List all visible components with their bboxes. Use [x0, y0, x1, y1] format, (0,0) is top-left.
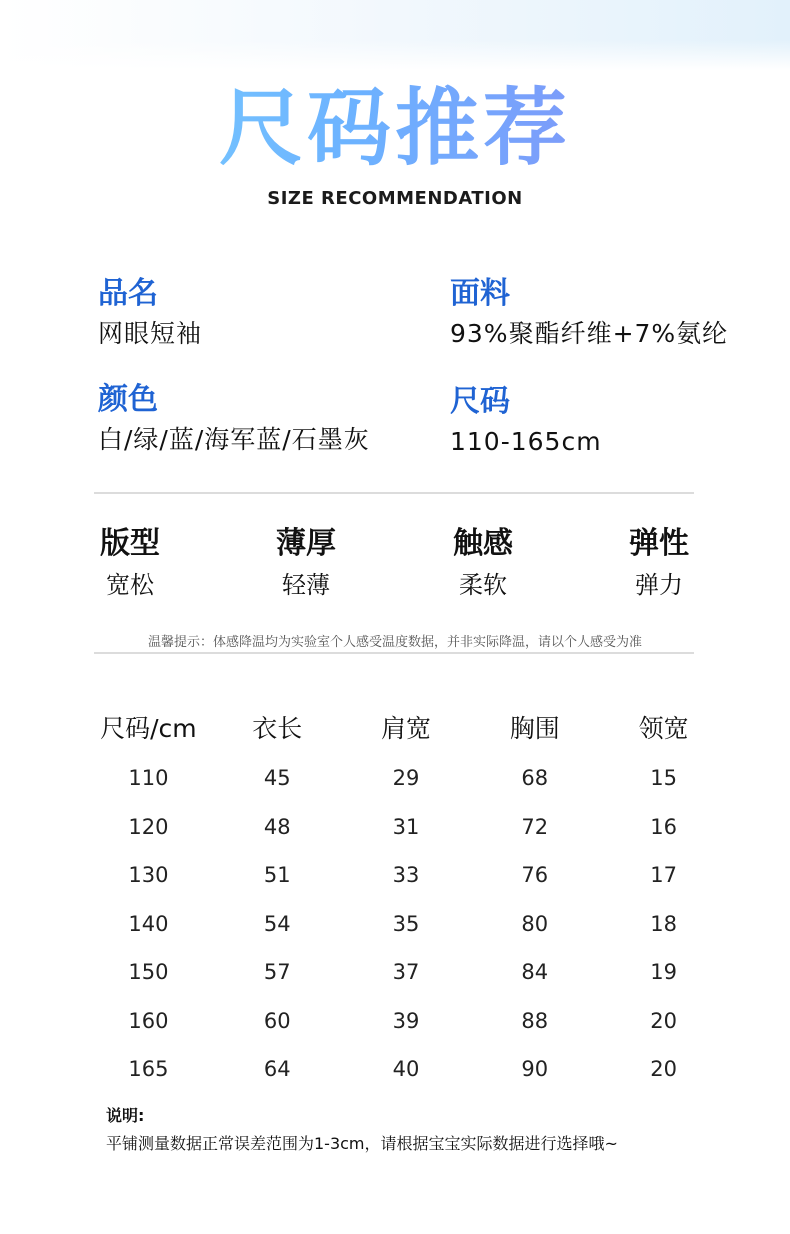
table-header-row	[84, 700, 728, 754]
table-cell: 48	[263, 814, 291, 839]
table-cell: 150	[128, 960, 169, 985]
info-label: 品名	[98, 276, 158, 311]
size-table	[84, 700, 728, 1094]
note-label: 说明:	[106, 1106, 145, 1125]
table-row	[84, 803, 728, 852]
table-cell: 18	[650, 911, 677, 936]
table-cell: 54	[263, 911, 291, 936]
table-cell: 68	[521, 766, 549, 791]
table-cell: 140	[128, 911, 169, 936]
divider	[94, 652, 694, 654]
table-cell: 37	[392, 960, 420, 985]
table-cell: 130	[128, 863, 169, 888]
info-color	[98, 380, 370, 458]
table-cell: 160	[128, 1008, 169, 1033]
table-cell: 72	[521, 814, 549, 839]
attr-label: 薄厚	[276, 526, 336, 561]
warm-tip: 温馨提示：体感降温均为实验室个人感受温度数据，并非实际降温，请以个人感受为准	[147, 635, 642, 650]
attr-fit	[70, 524, 190, 602]
table-cell: 20	[650, 1008, 677, 1033]
header-length: 衣长	[252, 714, 303, 743]
table-cell: 84	[521, 960, 549, 985]
attr-label: 触感	[453, 526, 513, 561]
table-cell: 51	[263, 863, 291, 888]
header-chest: 胸围	[509, 714, 560, 743]
table-cell: 64	[263, 1057, 291, 1082]
table-cell: 45	[263, 766, 291, 791]
header-size: 尺码/cm	[100, 714, 197, 743]
table-cell: 35	[392, 911, 420, 936]
table-cell: 40	[392, 1057, 420, 1082]
table-cell: 33	[392, 863, 420, 888]
table-cell: 17	[650, 863, 677, 888]
info-label: 颜色	[98, 382, 158, 417]
table-cell: 20	[650, 1057, 677, 1082]
table-cell: 80	[521, 911, 549, 936]
table-row	[84, 754, 728, 803]
table-cell: 60	[263, 1008, 291, 1033]
table-cell: 57	[263, 960, 291, 985]
attr-value: 柔软	[459, 571, 507, 599]
attr-value: 轻薄	[282, 571, 330, 599]
attr-label: 版型	[100, 526, 160, 561]
table-cell: 120	[128, 814, 169, 839]
attr-value: 宽松	[106, 571, 154, 599]
header-neck: 领宽	[638, 714, 689, 743]
table-row	[84, 948, 728, 997]
note-text: 平铺测量数据正常误差范围为1-3cm，请根据宝宝实际数据进行选择哦~	[106, 1134, 618, 1153]
header-shoulder: 肩宽	[380, 714, 431, 743]
table-cell: 15	[650, 766, 677, 791]
table-cell: 165	[128, 1057, 169, 1082]
attr-label: 弹性	[629, 526, 689, 561]
info-value: 93%聚酯纤维+7%氨纶	[450, 319, 729, 348]
info-product-name	[98, 274, 202, 352]
top-background-glow	[0, 0, 790, 70]
table-cell: 16	[650, 814, 677, 839]
info-fabric	[450, 274, 728, 352]
attr-elasticity	[599, 524, 719, 602]
table-cell: 88	[521, 1008, 549, 1033]
table-cell: 29	[392, 766, 420, 791]
divider	[94, 492, 694, 494]
table-cell: 90	[521, 1057, 549, 1082]
table-row	[84, 900, 728, 949]
attr-touch	[423, 524, 543, 602]
table-row	[84, 851, 728, 900]
info-size	[450, 382, 602, 460]
info-label: 尺码	[450, 384, 510, 419]
table-cell: 110	[128, 766, 169, 791]
table-row	[84, 997, 728, 1046]
measurement-note	[106, 1102, 618, 1158]
info-label: 面料	[450, 276, 510, 311]
page-title: 尺码推荐	[0, 78, 790, 178]
table-cell: 19	[650, 960, 677, 985]
attr-thickness	[246, 524, 366, 602]
page-subtitle: SIZE RECOMMENDATION	[267, 188, 523, 209]
info-value: 110-165cm	[450, 427, 602, 456]
attr-value: 弹力	[635, 571, 683, 599]
info-value: 白/绿/蓝/海军蓝/石墨灰	[98, 425, 370, 454]
table-row	[84, 1045, 728, 1094]
table-cell: 76	[521, 863, 549, 888]
table-cell: 39	[392, 1008, 420, 1033]
info-value: 网眼短袖	[98, 319, 203, 348]
table-cell: 31	[392, 814, 420, 839]
